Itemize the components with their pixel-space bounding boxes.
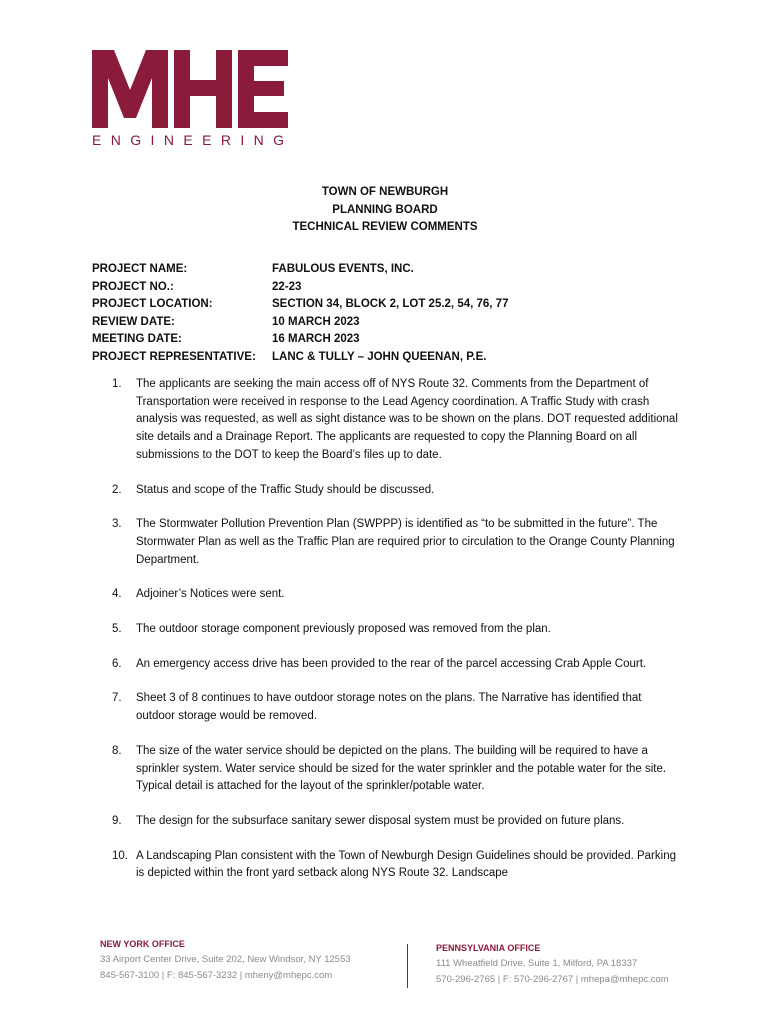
project-info-row xyxy=(92,296,508,314)
ny-office-address: 33 Airport Center Drive, Suite 202, New Windsor, NY 12553 xyxy=(100,954,351,965)
comment-number: 9. xyxy=(112,814,122,827)
comment-number: 8. xyxy=(112,744,122,757)
comment-number: 3. xyxy=(112,518,122,531)
comment-item xyxy=(112,813,682,831)
project-info-row xyxy=(92,279,508,297)
comment-text: The design for the subsurface sanitary sewer disposal system must be provided on future plans. xyxy=(136,814,625,827)
ny-office-title: NEW YORK OFFICE xyxy=(100,939,185,949)
header-title: TECHNICAL REVIEW COMMENTS xyxy=(292,221,478,233)
comment-text: The size of the water service should be depicted on the plans. The building will be required to have a sprinkler system. Water service should be sized for the water sprinkler and the potable water for the site. Typical detail is attached for the layout of the sprinkler/potable water. xyxy=(136,744,667,793)
mhe-logo-icon xyxy=(92,48,288,128)
footer-divider xyxy=(407,944,408,988)
comment-text: A Landscaping Plan consistent with the Town of Newburgh Design Guidelines should be provided. Parking is depicted within the front yard setback along NYS Route 32. Landscape xyxy=(136,849,676,880)
footer-pa-office xyxy=(436,940,669,988)
pa-office-address: 111 Wheatfield Drive, Suite 1, Milford, PA 18337 xyxy=(436,958,638,969)
comment-item xyxy=(112,586,682,604)
comment-number: 10. xyxy=(112,849,128,862)
header-board: PLANNING BOARD xyxy=(332,203,438,216)
meeting-date-label: MEETING DATE: xyxy=(92,333,182,345)
project-location-value: SECTION 34, BLOCK 2, LOT 25.2, 54, 76, 77 xyxy=(272,298,509,310)
comment-text: Adjoiner’s Notices were sent. xyxy=(136,588,285,601)
pa-office-contact: 570-296-2765 | F: 570-296-2767 | mhepa@mhepc.com xyxy=(436,974,669,985)
comment-number: 1. xyxy=(112,378,122,390)
comment-item xyxy=(112,656,682,674)
comment-list xyxy=(112,376,682,900)
comment-text: The outdoor storage component previously proposed was removed from the plan. xyxy=(136,623,551,636)
review-date-value: 10 MARCH 2023 xyxy=(272,315,360,328)
comment-item xyxy=(112,743,682,796)
comment-item xyxy=(112,376,682,465)
comment-number: 5. xyxy=(112,623,122,636)
meeting-date-value: 16 MARCH 2023 xyxy=(272,333,360,345)
pa-office-title: PENNSYLVANIA OFFICE xyxy=(436,943,541,953)
logo-subtitle: ENGINEERING xyxy=(92,132,294,148)
comment-item xyxy=(112,516,682,569)
project-info-row xyxy=(92,331,508,349)
project-name-label: PROJECT NAME: xyxy=(92,263,188,275)
comment-item xyxy=(112,482,682,500)
comment-number: 6. xyxy=(112,657,122,670)
project-no-value: 22-23 xyxy=(272,280,302,293)
comment-text: The Stormwater Pollution Prevention Plan (SWPPP) is identified as “to be submitted in the future”. The Stormwater Plan as well as the Traffic Plan are required prior to circulation to the Orange County Planning Department. xyxy=(136,518,675,566)
review-date-label: REVIEW DATE: xyxy=(92,315,175,328)
project-info-row xyxy=(92,261,508,279)
ny-office-contact: 845-567-3100 | F: 845-567-3232 | mheny@mhepc.com xyxy=(100,970,333,981)
comment-text: Sheet 3 of 8 continues to have outdoor storage notes on the plans. The Narrative has identified that outdoor storage would be removed. xyxy=(136,692,642,723)
footer-ny-office xyxy=(100,936,351,984)
project-representative-label: PROJECT REPRESENTATIVE: xyxy=(92,350,256,363)
project-location-label: PROJECT LOCATION: xyxy=(92,298,213,310)
project-info-row xyxy=(92,314,508,332)
comment-number: 7. xyxy=(112,692,122,705)
document-header xyxy=(0,184,770,237)
project-name-value: FABULOUS EVENTS, INC. xyxy=(272,263,414,275)
comment-item xyxy=(112,621,682,639)
company-logo xyxy=(92,48,292,152)
comment-number: 4. xyxy=(112,588,122,601)
project-info-row xyxy=(92,349,508,367)
header-town: TOWN OF NEWBURGH xyxy=(321,186,449,198)
comment-text: An emergency access drive has been provided to the rear of the parcel accessing Crab Apple Court. xyxy=(136,657,647,670)
project-representative-value: LANC & TULLY – JOHN QUEENAN, P.E. xyxy=(272,350,487,363)
comment-number: 2. xyxy=(112,483,122,496)
project-no-label: PROJECT NO.: xyxy=(92,280,174,293)
comment-item xyxy=(112,690,682,725)
project-info xyxy=(92,261,508,366)
comment-text: Status and scope of the Traffic Study should be discussed. xyxy=(136,483,435,496)
comment-item xyxy=(112,848,682,883)
comment-text: The applicants are seeking the main access off of NYS Route 32. Comments from the Department of Transportation were received in response to the Lead Agency coordination. A Traffic Study with crash analysis was requested, as well as sight distance was to be shown on the plans. DOT requested additional site details and a Drainage Report. The applicants are requested to copy the Planning Board on all submissions to the DOT to keep the Board’s files up to date. xyxy=(136,378,678,461)
